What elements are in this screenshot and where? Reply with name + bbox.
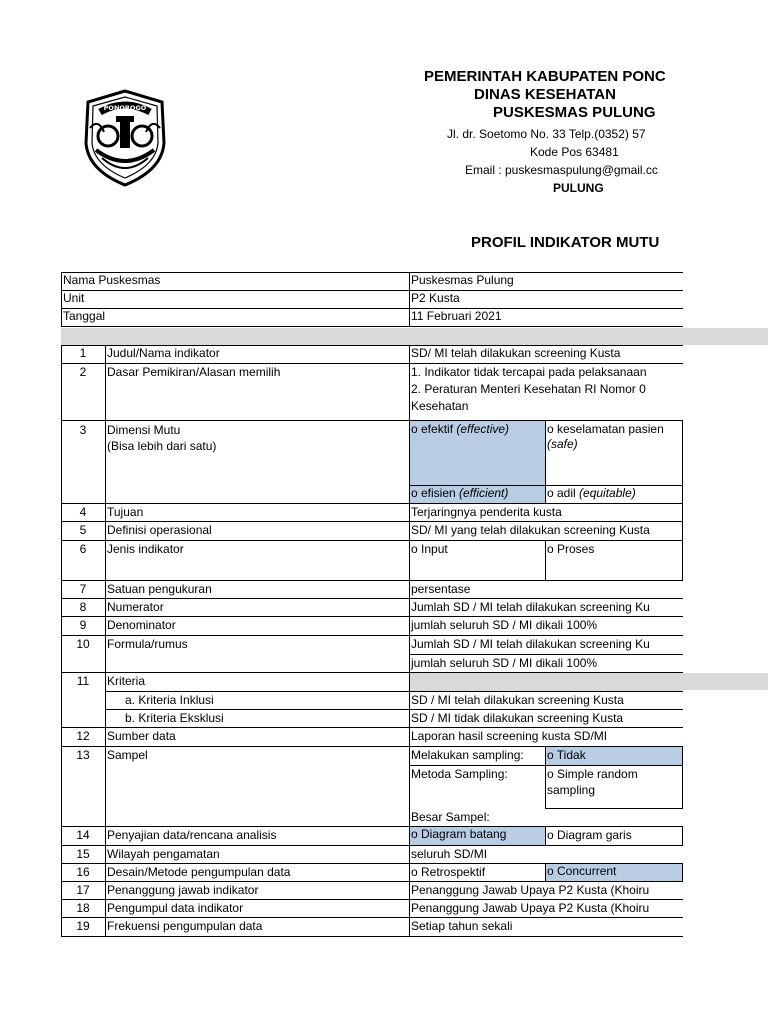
row-sublabel: (Bisa lebih dari satu) <box>107 439 217 453</box>
row-label: Satuan pengukuran <box>107 582 212 596</box>
row-number: 14 <box>76 828 90 842</box>
grid-line <box>61 727 683 728</box>
option-simple-random[interactable]: o Simple random <box>547 767 638 781</box>
option-input[interactable]: o Input <box>411 542 448 556</box>
info-value-nama: Puskesmas Pulung <box>411 273 514 287</box>
grid-line <box>61 326 683 327</box>
row-value-inklusi: SD / MI telah dilakukan screening Kusta <box>411 693 624 707</box>
row-value: Penanggung Jawab Upaya P2 Kusta (Khoiru <box>411 901 650 915</box>
grid-line <box>61 863 683 864</box>
row-number: 19 <box>76 919 90 933</box>
option-proses[interactable]: o Proses <box>547 542 595 556</box>
row-label: Dimensi Mutu <box>107 423 181 437</box>
email-line: Email : puskesmaspulung@gmail.cc <box>465 163 658 177</box>
grid-line <box>682 863 683 882</box>
grid-line <box>409 765 683 766</box>
grid-line <box>61 272 62 327</box>
grid-line <box>61 598 683 599</box>
row-value: Terjaringnya penderita kusta <box>411 505 562 519</box>
option-simple-random-cont: sampling <box>547 783 596 797</box>
grid-line <box>545 540 546 581</box>
row-label: Tujuan <box>107 505 144 519</box>
row-number: 17 <box>76 883 90 897</box>
grid-line <box>105 691 683 692</box>
grey-band-right <box>683 328 768 345</box>
puskesmas-name: PUSKESMAS PULUNG <box>493 104 656 121</box>
row-label: Denominator <box>107 618 176 632</box>
row-value-denominator: jumlah seluruh SD / MI dikali 100% <box>411 656 598 670</box>
grid-line <box>61 308 683 309</box>
row-label: Kriteria <box>107 674 146 688</box>
row-label: Sampel <box>107 748 148 762</box>
grid-line <box>61 845 683 846</box>
row-label: Penanggung jawab indikator <box>107 883 259 897</box>
row-value: jumlah seluruh SD / MI dikali 100% <box>411 618 598 632</box>
row-value-line: 1. Indikator tidak tercapai pada pelaksanaan <box>411 365 647 379</box>
row-value: Laporan hasil screening kusta SD/MI <box>411 729 608 743</box>
row-value: Jumlah SD / MI telah dilakukan screening Ku <box>411 600 650 614</box>
row-label: Sumber data <box>107 729 176 743</box>
option-safe[interactable]: o keselamatan pasien (safe) <box>547 422 664 451</box>
row-sublabel-inklusi: a. Kriteria Inklusi <box>125 693 214 707</box>
grid-line <box>682 826 683 846</box>
row-value: seluruh SD/MI <box>411 847 488 861</box>
row-number: 3 <box>79 423 87 437</box>
grid-line <box>61 881 683 882</box>
row-number: 13 <box>76 748 90 762</box>
row-label: Penyajian data/rencana analisis <box>107 828 277 842</box>
option-efficient[interactable]: o efisien (efficient) <box>409 485 545 503</box>
grey-band-right-kriteria <box>683 673 768 690</box>
option-line-chart[interactable]: o Diagram garis <box>547 828 632 842</box>
row-number: 8 <box>79 600 87 614</box>
row-number: 9 <box>79 618 87 632</box>
row-number: 15 <box>76 847 90 861</box>
department-name: DINAS KESEHATAN <box>474 86 616 103</box>
grid-line <box>545 746 546 809</box>
grid-line <box>61 899 683 900</box>
info-label-unit: Unit <box>63 291 85 305</box>
grid-line <box>61 290 683 291</box>
document-title: PROFIL INDIKATOR MUTU <box>471 234 660 251</box>
row-value-eksklusi: SD / MI tidak dilakukan screening Kusta <box>411 711 624 725</box>
grid-line <box>545 863 546 882</box>
row-number: 11 <box>76 674 90 688</box>
row-label: Pengumpul data indikator <box>107 901 244 915</box>
row-number: 4 <box>79 505 87 519</box>
grid-line <box>409 654 683 655</box>
row-number: 18 <box>76 901 90 915</box>
info-label-tanggal: Tanggal <box>63 309 106 323</box>
row-label: Frekuensi pengumpulan data <box>107 919 263 933</box>
grid-line <box>682 420 683 581</box>
row-label: Definisi operasional <box>107 523 212 537</box>
separator-band <box>61 328 683 345</box>
option-bar-chart[interactable]: o Diagram batang <box>409 826 545 845</box>
row-number: 5 <box>79 523 87 537</box>
grid-line <box>409 345 410 937</box>
sample-size-key: Besar Sampel: <box>411 810 490 824</box>
option-retrospective[interactable]: o Retrospektif <box>411 865 486 879</box>
row-label: Jenis indikator <box>107 542 184 556</box>
row-value: persentase <box>411 582 471 596</box>
row-value-line: 2. Peraturan Menteri Kesehatan RI Nomor 0 <box>411 382 646 396</box>
row-number: 1 <box>79 346 87 360</box>
grid-line <box>61 540 683 541</box>
option-effective[interactable]: o efektif (effective) <box>409 421 545 485</box>
grid-line <box>61 345 62 937</box>
row-label: Desain/Metode pengumpulan data <box>107 865 291 879</box>
grid-line <box>61 345 683 346</box>
grid-line <box>409 272 410 327</box>
grid-line <box>61 363 683 364</box>
grid-line <box>105 345 106 937</box>
sampling-key: Melakukan sampling: <box>411 748 524 762</box>
row-sublabel-eksklusi: b. Kriteria Eksklusi <box>125 711 224 725</box>
row-number: 6 <box>79 542 87 556</box>
grid-line <box>61 917 683 918</box>
info-value-tanggal: 11 Februari 2021 <box>411 309 502 323</box>
grid-line <box>61 272 683 273</box>
grid-line <box>545 826 546 846</box>
city-name: PULUNG <box>553 181 604 195</box>
grid-line <box>682 746 683 809</box>
postal-code: Kode Pos 63481 <box>530 145 619 159</box>
kriteria-band <box>409 673 683 691</box>
row-label: Wilayah pengamatan <box>107 847 220 861</box>
option-equitable[interactable]: o adil (equitable) <box>547 486 636 500</box>
grid-line <box>61 635 683 636</box>
grid-line <box>61 521 683 522</box>
info-value-unit: P2 Kusta <box>411 291 460 305</box>
method-key: Metoda Sampling: <box>411 767 508 781</box>
row-number: 2 <box>79 365 87 379</box>
info-label-nama: Nama Puskesmas <box>63 273 161 287</box>
row-value: Setiap tahun sekali <box>411 919 513 933</box>
address-line: Jl. dr. Soetomo No. 33 Telp.(0352) 57 <box>447 127 646 141</box>
row-label: Formula/rumus <box>107 637 188 651</box>
grid-line <box>61 503 683 504</box>
grid-line <box>61 580 683 581</box>
grid-line <box>545 808 683 809</box>
indicator-profile-table <box>61 272 683 937</box>
grid-line <box>61 420 683 421</box>
option-tidak[interactable]: o Tidak <box>545 747 683 766</box>
row-number: 12 <box>76 729 90 743</box>
row-label: Judul/Nama indikator <box>107 346 220 360</box>
grid-line <box>105 709 683 710</box>
row-label: Dasar Pemikiran/Alasan memilih <box>107 365 281 379</box>
option-concurrent[interactable]: o Concurrent <box>545 863 683 882</box>
government-name: PEMERINTAH KABUPATEN PONC <box>424 68 666 85</box>
row-value: Penanggung Jawab Upaya P2 Kusta (Khoiru <box>411 883 650 897</box>
row-label: Numerator <box>107 600 164 614</box>
grid-line <box>61 746 683 747</box>
row-value: SD/ MI yang telah dilakukan screening Kusta <box>411 523 650 537</box>
row-number: 7 <box>79 582 87 596</box>
grid-line <box>409 485 683 486</box>
grid-line <box>61 936 683 937</box>
grid-line <box>61 672 683 673</box>
row-value-numerator: Jumlah SD / MI telah dilakukan screening Ku <box>411 637 650 651</box>
grid-line <box>61 616 683 617</box>
row-value-line: Kesehatan <box>411 399 469 413</box>
grid-line <box>545 420 546 504</box>
row-value: SD/ MI telah dilakukan screening Kusta <box>411 346 621 360</box>
logo-lettering: PONOROGO <box>103 104 147 112</box>
grid-line <box>61 826 683 827</box>
regency-emblem-logo <box>78 88 172 188</box>
row-number: 10 <box>76 637 90 651</box>
row-number: 16 <box>76 865 90 879</box>
